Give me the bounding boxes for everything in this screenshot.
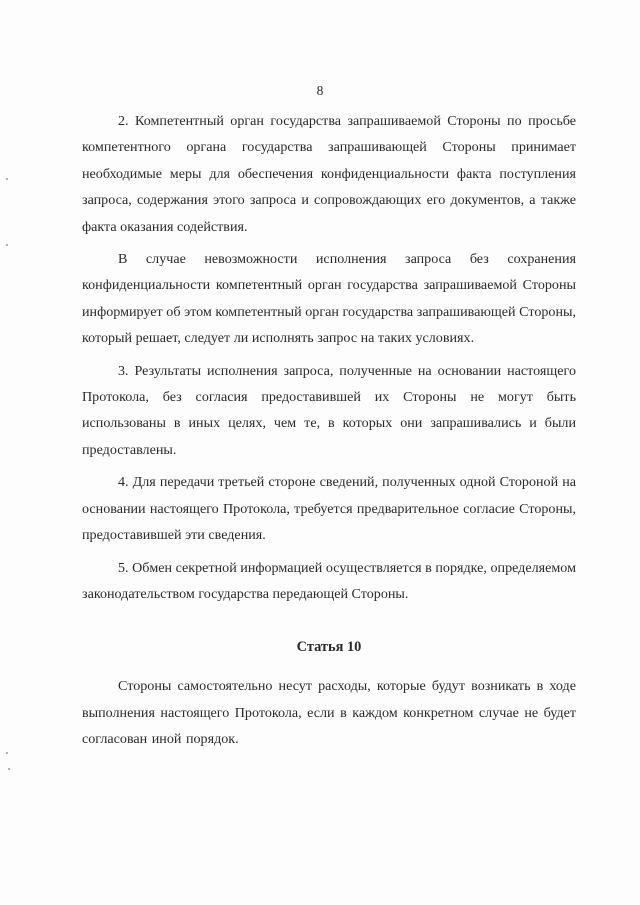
- paragraph-2: 2. Компетентный орган государства запрашиваемой Стороны по просьбе компетентного органа государства запрашивающей Стороны принимает необходимые меры для обеспечения конфиденциальности факта поступления запроса, содержания этого запроса и сопровождающих его документов, а также факта оказания содействия.: [82, 113, 576, 235]
- paragraph-5: 5. Обмен секретной информацией осуществляется в порядке, определяемом законодательством государства передающей Стороны.: [82, 559, 576, 602]
- paragraph-3: 3. Результаты исполнения запроса, полученные на основании настоящего Протокола, без согласия предоставившей их Стороны не могут быть использованы в иных целях, чем те, в которых они запрашивались и были предоставлены.: [82, 362, 576, 458]
- article-heading: Статья 10: [296, 639, 362, 656]
- paragraph-2-continued: В случае невозможности исполнения запроса без сохранения конфиденциальности компетентный орган государства запрашиваемой Стороны информирует об этом компетентный орган государства запрашивающей Стороны, который решает, следует ли исполнять запрос на таких условиях.: [82, 251, 576, 347]
- scan-artifact: [8, 768, 10, 770]
- document-body: [82, 108, 576, 759]
- scan-artifact: [6, 178, 8, 180]
- article-paragraph: Стороны самостоятельно несут расходы, которые будут возникать в ходе выполнения настоящего Протокола, если в каждом конкретном случае не будет согласован иной порядок.: [82, 678, 576, 748]
- page-number: 8: [316, 83, 324, 98]
- scan-artifact: [6, 752, 8, 754]
- paragraph-4: 4. Для передачи третьей стороне сведений, полученных одной Стороной на основании настоящего Протокола, требуется предварительное согласие Стороны, предоставившей эти сведения.: [82, 474, 576, 544]
- scan-artifact: [6, 244, 8, 246]
